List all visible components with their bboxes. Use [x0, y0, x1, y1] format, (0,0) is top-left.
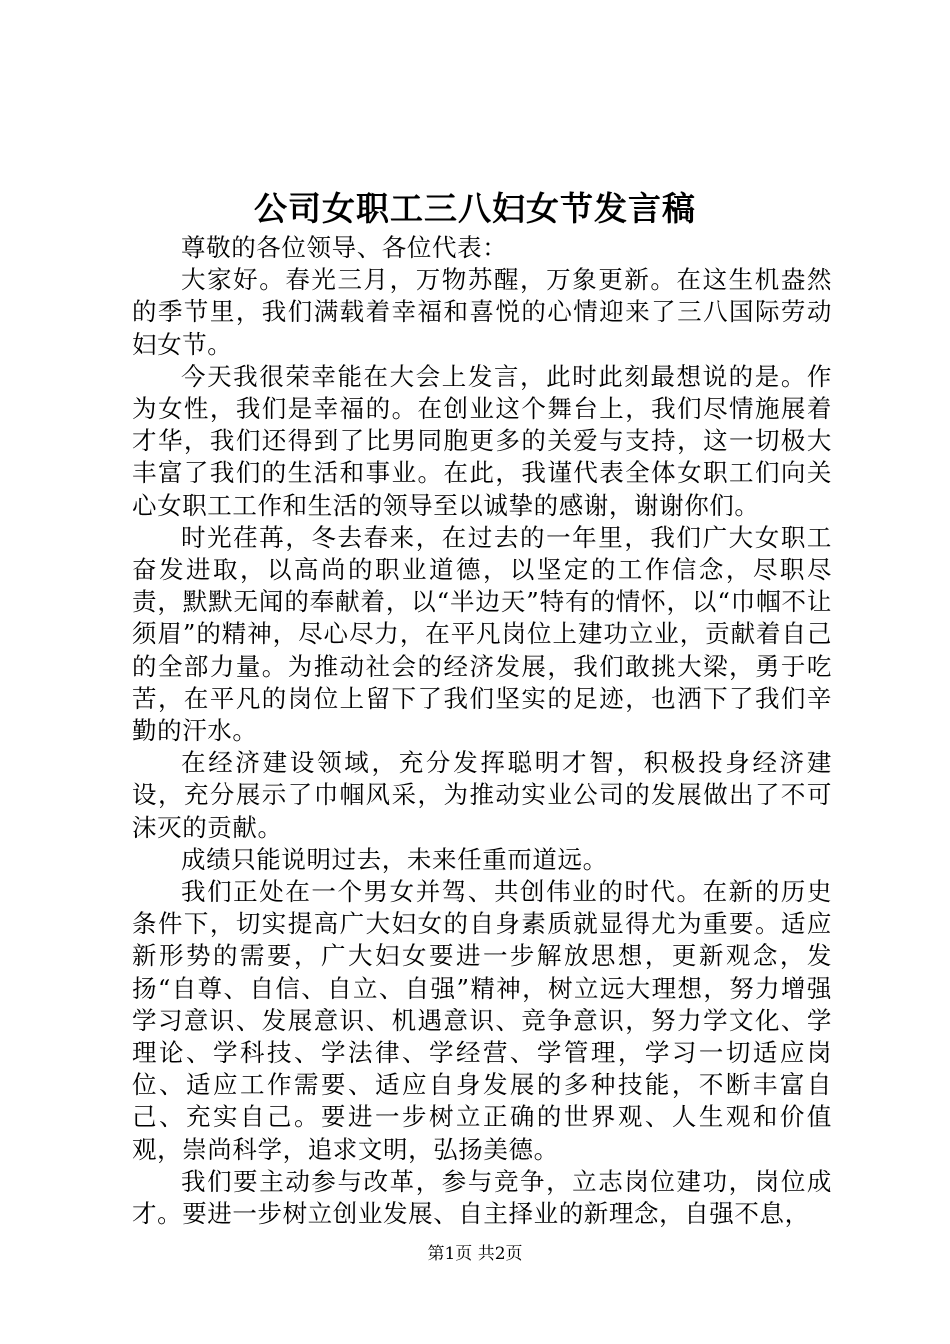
paragraph-greeting: 大家好。春光三月，万物苏醒，万象更新。在这生机盎然的季节里，我们满载着幸福和喜悦的心情迎来了三八国际劳动妇女节。 — [132, 265, 832, 359]
paragraph-economy: 在经济建设领域，充分发挥聪明才智，积极投身经济建设，充分展示了巾帼风采，为推动实业公司的发展做出了不可沫灭的贡献。 — [132, 748, 832, 842]
document-body — [132, 232, 832, 1230]
paragraph-honor: 今天我很荣幸能在大会上发言，此时此刻最想说的是。作为女性，我们是幸福的。在创业这个舞台上，我们尽情施展着才华，我们还得到了比男同胞更多的关爱与支持，这一切极大丰富了我们的生活和事业。在此，我谨代表全体女职工们向关心女职工工作和生活的领导至以诚挚的感谢，谢谢你们。 — [132, 361, 832, 520]
page-footer: 第1页 共2页 — [427, 1244, 523, 1264]
paragraph-reform: 我们要主动参与改革，参与竞争，立志岗位建功，岗位成才。要进一步树立创业发展、自主择业的新理念，自强不息， — [132, 1166, 832, 1229]
paragraph-era: 我们正处在一个男女并驾、共创伟业的时代。在新的历史条件下，切实提高广大妇女的自身素质就显得尤为重要。适应新形势的需要，广大妇女要进一步解放思想，更新观念，发扬“自尊、自信、自立、自强”精神，树立远大理想，努力增强学习意识、发展意识、机遇意识、竞争意识，努力学文化、学理论、学科技、学法律、学经营、学管理，学习一切适应岗位、适应工作需要、适应自身发展的多种技能，不断丰富自己、充实自己。要进一步树立正确的世界观、人生观和价值观，崇尚科学，追求文明，弘扬美德。 — [132, 877, 832, 1164]
paragraph-past-year: 时光荏苒，冬去春来，在过去的一年里，我们广大女职工奋发进取，以高尚的职业道德，以坚定的工作信念，尽职尽责，默默无闻的奉献着，以“半边天”特有的情怀，以“巾帼不让须眉”的精神，尽心尽力，在平凡岗位上建功立业，贡献着自己的全部力量。为推动社会的经济发展，我们敢挑大梁，勇于吃苦，在平凡的岗位上留下了我们坚实的足迹，也洒下了我们辛勤的汗水。 — [132, 522, 832, 746]
paragraph-achievements: 成绩只能说明过去，未来任重而道远。 — [181, 844, 608, 874]
document-title: 公司女职工三八妇女节发言稿 — [254, 189, 696, 228]
paragraph-salutation: 尊敬的各位领导、各位代表： — [181, 233, 508, 262]
